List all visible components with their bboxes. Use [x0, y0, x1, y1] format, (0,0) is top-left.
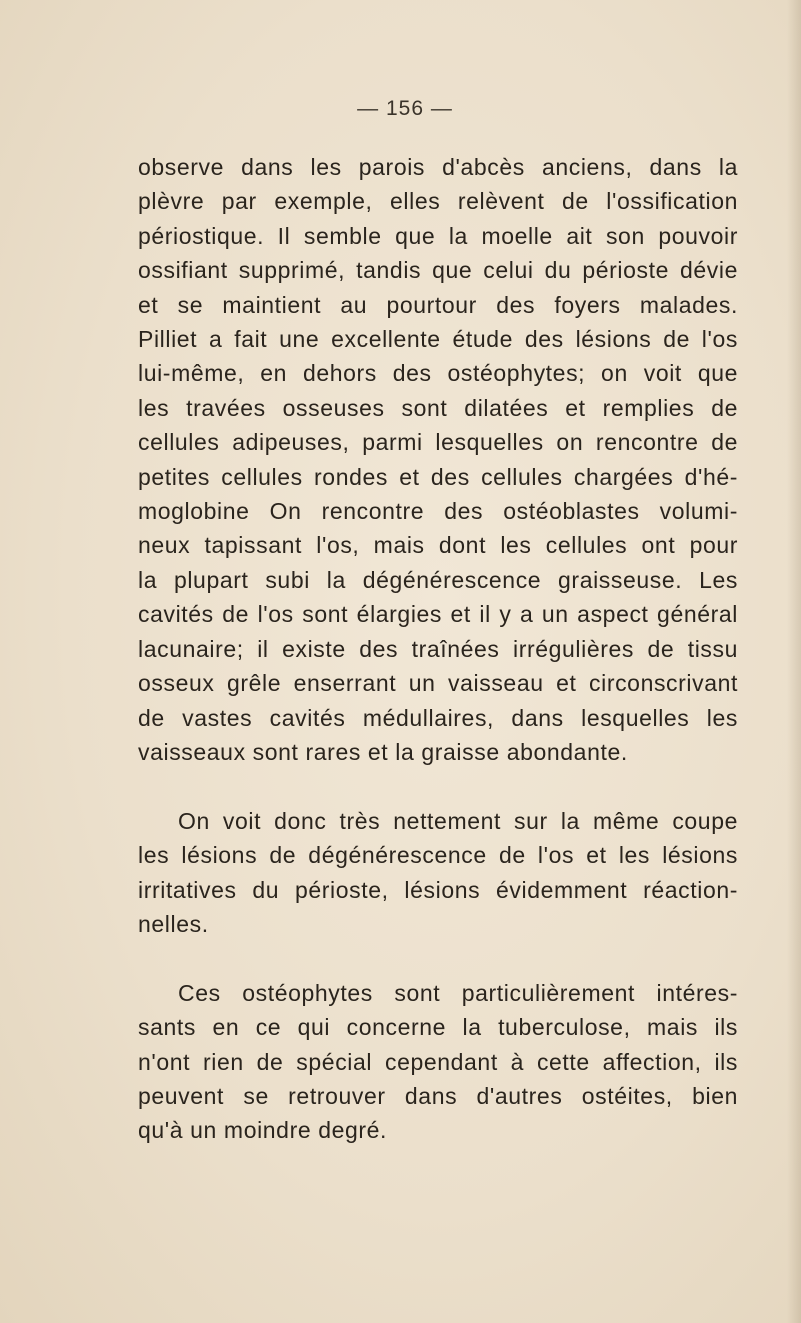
page-edge-shadow [787, 0, 801, 1323]
text-line: les lésions de dégénérescence de l'os et les lésions [138, 842, 738, 869]
text-line: sants en ce qui concerne la tuberculose, mais ils [138, 1014, 738, 1041]
text-line: observe dans les parois d'abcès anciens, dans la [138, 154, 738, 180]
text-line: petites cellules rondes et des cellules chargées d'hé- [138, 463, 738, 490]
text-line: les travées osseuses sont dilatées et remplies de [138, 394, 738, 421]
text-line: lacunaire; il existe des traînées irrégulières de tissu [138, 635, 738, 662]
text-line: la plupart subi la dégénérescence graisseuse. Les [138, 566, 738, 593]
text-line: On voit donc très nettement sur la même coupe [178, 807, 738, 834]
text-line: de vastes cavités médullaires, dans lesquelles les [138, 704, 738, 731]
text-line: lui-même, en dehors des ostéophytes; on voit que [138, 360, 738, 387]
text-line: nelles. [138, 910, 209, 937]
text-line: irritatives du périoste, lésions évidemment réaction- [138, 876, 738, 903]
text-line: périostique. Il semble que la moelle ait son pouvoir [138, 222, 738, 249]
body-text [138, 150, 738, 1148]
paragraph-3 [138, 976, 738, 1148]
text-line: ossifiant supprimé, tandis que celui du périoste dévie [138, 257, 738, 284]
text-line: n'ont rien de spécial cependant à cette affection, ils [138, 1048, 738, 1075]
text-line: osseux grêle enserrant un vaisseau et circonscrivant [138, 670, 738, 697]
paragraph-2 [138, 804, 738, 942]
paragraph-1 [138, 150, 738, 769]
text-line: neux tapissant l'os, mais dont les cellules ont pour [138, 532, 738, 559]
text-line: vaisseaux sont rares et la graisse abondante. [138, 738, 628, 765]
text-line: plèvre par exemple, elles relèvent de l'ossification [138, 188, 738, 215]
page-number: — 156 — [357, 97, 453, 120]
text-line: qu'à un moindre degré. [138, 1117, 388, 1144]
text-line: peuvent se retrouver dans d'autres ostéites, bien [138, 1082, 738, 1109]
text-line: cavités de l'os sont élargies et il y a un aspect général [138, 601, 738, 628]
text-line: et se maintient au pourtour des foyers malades. [138, 291, 738, 318]
text-line: cellules adipeuses, parmi lesquelles on rencontre de [138, 429, 738, 456]
text-line: Ces ostéophytes sont particulièrement intéres- [178, 979, 738, 1006]
text-line: moglobine On rencontre des ostéoblastes volumi- [138, 498, 738, 525]
text-line: Pilliet a fait une excellente étude des lésions de l'os [138, 326, 738, 353]
